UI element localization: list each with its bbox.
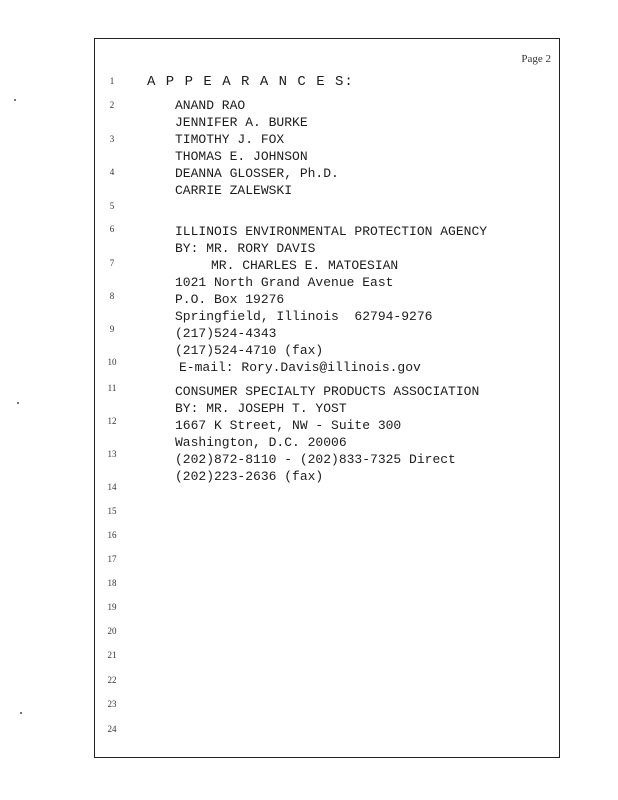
- line-number: 22: [107, 675, 117, 685]
- attendee-name: TIMOTHY J. FOX: [175, 132, 285, 147]
- cspa-org-name: CONSUMER SPECIALTY PRODUCTS ASSOCIATION: [175, 384, 480, 399]
- line-number: 17: [107, 554, 117, 564]
- line-number: 8: [109, 291, 115, 301]
- iepa-address-line: 1021 North Grand Avenue East: [175, 275, 394, 290]
- line-number: 24: [107, 724, 117, 734]
- line-number: 20: [107, 626, 117, 636]
- iepa-address-line: P.O. Box 19276: [175, 292, 285, 307]
- iepa-fax: (217)524-4710 (fax): [175, 343, 324, 358]
- attendee-name: CARRIE ZALEWSKI: [175, 183, 293, 198]
- line-number: 3: [109, 134, 115, 144]
- line-number: 14: [107, 482, 117, 492]
- cspa-counsel: BY: MR. JOSEPH T. YOST: [175, 401, 347, 416]
- cspa-fax: (202)223-2636 (fax): [175, 469, 324, 484]
- line-number: 5: [109, 201, 115, 211]
- page-number: Page 2: [521, 53, 551, 65]
- cspa-phone: (202)872-8110 - (202)833-7325 Direct: [175, 452, 456, 467]
- iepa-address-line: Springfield, Illinois 62794-9276: [175, 309, 433, 324]
- line-number: 18: [107, 578, 117, 588]
- attendee-name: DEANNA GLOSSER, Ph.D.: [175, 166, 339, 181]
- cspa-address-line: 1667 K Street, NW - Suite 300: [175, 418, 402, 433]
- iepa-counsel: BY: MR. RORY DAVIS: [175, 241, 316, 256]
- scan-speck: [20, 712, 22, 714]
- line-number: 9: [109, 324, 115, 334]
- line-number: 13: [107, 449, 117, 459]
- line-number: 12: [107, 416, 117, 426]
- line-number: 15: [107, 506, 117, 516]
- scan-speck: [14, 99, 16, 101]
- line-number: 6: [109, 224, 115, 234]
- attendee-name: ANAND RAO: [175, 98, 246, 113]
- line-number: 1: [109, 76, 115, 86]
- line-number: 10: [107, 357, 117, 367]
- attendee-name: JENNIFER A. BURKE: [175, 115, 308, 130]
- appearances-heading: A P P E A R A N C E S:: [147, 74, 354, 90]
- cspa-address-line: Washington, D.C. 20006: [175, 435, 347, 450]
- scan-speck: [17, 402, 19, 404]
- iepa-org-name: ILLINOIS ENVIRONMENTAL PROTECTION AGENCY: [175, 224, 488, 239]
- transcript-page: [94, 38, 560, 758]
- line-number: 4: [109, 167, 115, 177]
- line-number: 11: [107, 383, 117, 393]
- iepa-phone: (217)524-4343: [175, 326, 277, 341]
- iepa-counsel-2: MR. CHARLES E. MATOESIAN: [211, 258, 399, 273]
- attendee-name: THOMAS E. JOHNSON: [175, 149, 308, 164]
- line-number: 16: [107, 530, 117, 540]
- line-number: 7: [109, 258, 115, 268]
- iepa-email: E-mail: Rory.Davis@illinois.gov: [179, 360, 421, 375]
- line-number: 2: [109, 100, 115, 110]
- line-number: 19: [107, 602, 117, 612]
- line-number: 21: [107, 650, 117, 660]
- line-number: 23: [107, 699, 117, 709]
